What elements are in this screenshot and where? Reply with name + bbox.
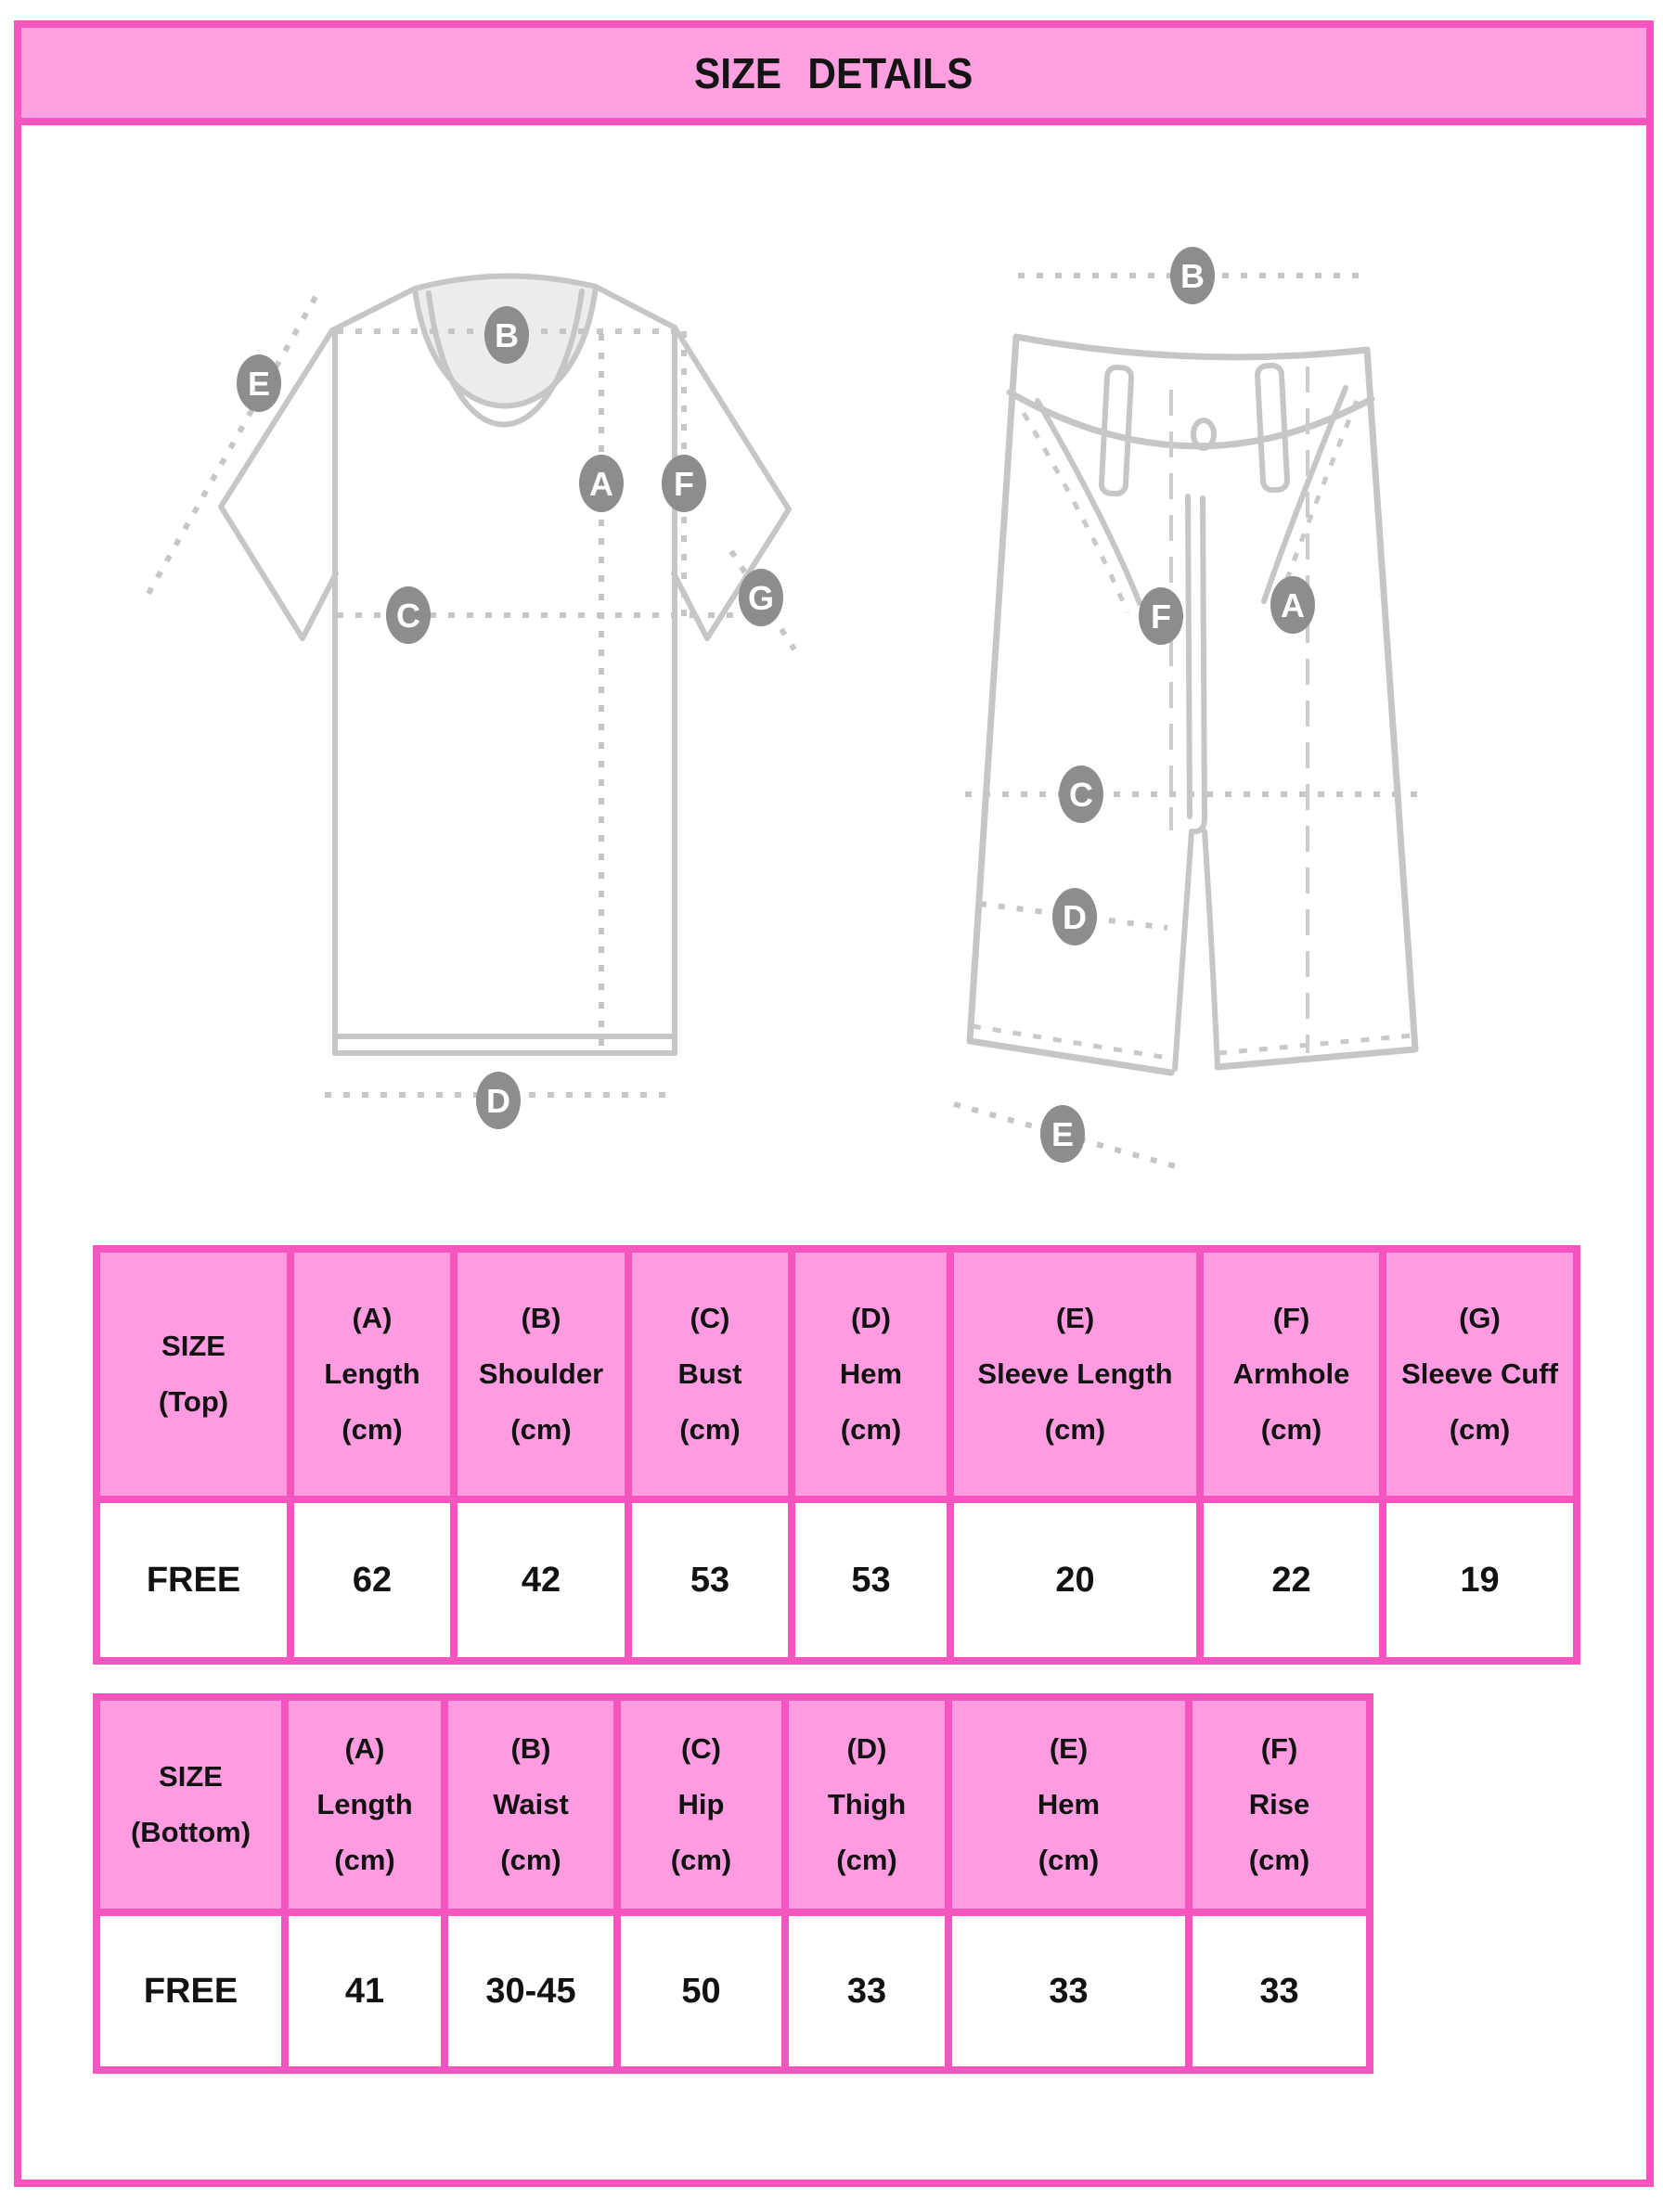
shorts-badge-C [1059, 765, 1103, 823]
tshirt-badge-D [476, 1072, 521, 1129]
shorts-inner-legs [1175, 831, 1218, 1069]
svg-text:F: F [1151, 598, 1171, 636]
size-top-header-size: SIZE (Top) [97, 1249, 290, 1499]
size-top-value-bust: 53 [628, 1499, 792, 1661]
tshirt-badge-G [739, 569, 783, 626]
size-bottom-header-rise: (F) Rise (cm) [1189, 1697, 1370, 1912]
size-bottom-value-thigh: 33 [785, 1912, 948, 2070]
size-bottom-header-length: (A) Length (cm) [285, 1697, 445, 1912]
tshirt-badge-C [386, 586, 431, 644]
shorts-right-pocket [1264, 388, 1346, 601]
svg-text:C: C [1069, 776, 1093, 814]
tshirt-diagram [146, 276, 794, 1129]
shorts-left-pocket-stitch [1024, 413, 1128, 612]
size-bottom-value-waist: 30-45 [445, 1912, 617, 2070]
shorts-belt-loop-left [1101, 367, 1131, 494]
size-bottom-header-row [97, 1697, 1370, 1912]
size-top-data-row [97, 1499, 1577, 1661]
svg-text:D: D [1063, 898, 1087, 936]
shorts-diagram [954, 247, 1420, 1167]
shorts-badge-F [1139, 587, 1183, 645]
shorts-belt-loop-right [1257, 365, 1288, 490]
size-bottom-header-thigh: (D) Thigh (cm) [785, 1697, 948, 1912]
size-top-header-length: (A) Length (cm) [290, 1249, 454, 1499]
size-bottom-header-waist: (B) Waist (cm) [445, 1697, 617, 1912]
size-top-value-sleeve-cuff: 19 [1383, 1499, 1577, 1661]
size-top-header-sleeve-cuff: (G) Sleeve Cuff (cm) [1383, 1249, 1577, 1499]
size-top-header-shoulder: (B) Shoulder (cm) [454, 1249, 628, 1499]
shorts-badge-D [1052, 888, 1097, 945]
tshirt-badge-E [237, 354, 281, 412]
size-bottom-header-size: SIZE (Bottom) [97, 1697, 285, 1912]
shorts-waist-bottom [1010, 392, 1372, 446]
tshirt-badge-A [579, 455, 624, 512]
size-top-table [93, 1245, 1580, 1665]
size-top-header-hem: (D) Hem (cm) [792, 1249, 950, 1499]
shorts-leg-hems [970, 1041, 1415, 1073]
shorts-badge-E [1040, 1105, 1085, 1163]
svg-text:E: E [1051, 1115, 1075, 1153]
svg-text:A: A [1281, 586, 1305, 624]
size-top-value-armhole: 22 [1200, 1499, 1383, 1661]
svg-text:C: C [396, 597, 420, 635]
page-title: SIZE DETAILS [694, 48, 973, 97]
size-bottom-table [93, 1693, 1373, 2074]
tshirt-badge-B [484, 306, 529, 364]
size-bottom-value-hip: 50 [617, 1912, 785, 2070]
svg-text:B: B [495, 316, 519, 354]
tshirt-sleeve-line-E [146, 297, 316, 598]
svg-text:G: G [747, 579, 775, 617]
size-top-header-bust: (C) Bust (cm) [628, 1249, 792, 1499]
svg-text:E: E [247, 365, 271, 403]
svg-text:D: D [486, 1082, 510, 1120]
size-top-header-row [97, 1249, 1577, 1499]
size-bottom-free-label: FREE [97, 1912, 285, 2070]
svg-text:F: F [674, 465, 694, 503]
shorts-fly [1188, 496, 1205, 831]
size-bottom-header-hip: (C) Hip (cm) [617, 1697, 785, 1912]
size-top-header-sleeve-length: (E) Sleeve Length (cm) [950, 1249, 1200, 1499]
size-top-free-label: FREE [97, 1499, 290, 1661]
size-bottom-value-hem: 33 [948, 1912, 1189, 2070]
size-bottom-data-row [97, 1912, 1370, 2070]
size-bottom-value-length: 41 [285, 1912, 445, 2070]
size-top-value-hem: 53 [792, 1499, 950, 1661]
size-top-value-shoulder: 42 [454, 1499, 628, 1661]
size-bottom-header-hem: (E) Hem (cm) [948, 1697, 1189, 1912]
size-top-value-sleeve-length: 20 [950, 1499, 1200, 1661]
size-top-header-armhole: (F) Armhole (cm) [1200, 1249, 1383, 1499]
tshirt-badge-F [662, 455, 706, 512]
size-top-value-length: 62 [290, 1499, 454, 1661]
svg-text:A: A [589, 465, 613, 503]
shorts-badge-A [1270, 576, 1315, 634]
tshirt-body-sides [335, 328, 675, 1053]
size-bottom-value-rise: 33 [1189, 1912, 1370, 2070]
shorts-badge-B [1170, 247, 1215, 304]
svg-text:B: B [1180, 257, 1205, 295]
shorts-waist-top [1016, 337, 1367, 357]
tshirt-hem [335, 1036, 675, 1053]
